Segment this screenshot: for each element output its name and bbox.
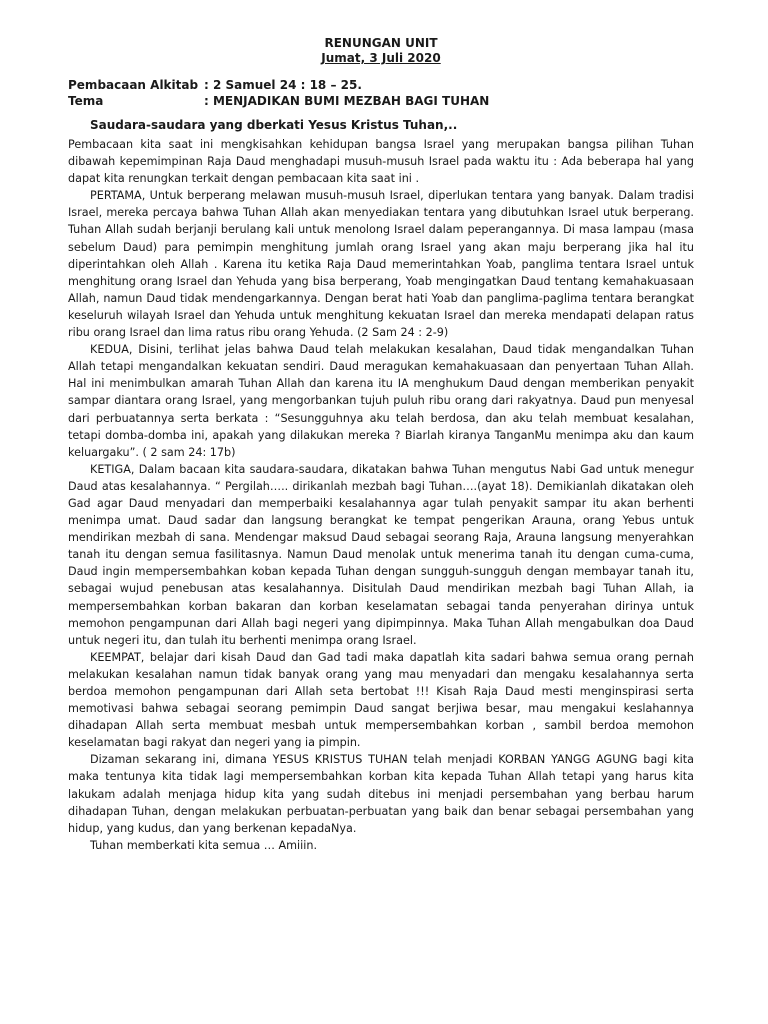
meta-row-reading (68, 78, 694, 94)
paragraph-second-point: KEDUA, Disini, terlihat jelas bahwa Daud telah melakukan kesalahan, Daud tidak mengandalkan Tuhan Allah tetapi mengandalkan kekuatan sendiri. Daud meragukan kemahakuasaan dan penyertaan Tuhan Allah. Hal ini menimbulkan amarah Tuhan Allah dan karena itu IA menghukum Daud dengan memberikan penyakit sampar diantara orang Israel, yang mengorbankan tujuh puluh ribu orang dari rakyatnya. Daud pun menyesal dari perbuatannya serta berkata : “Sesungguhnya aku telah berdosa, dan aku telah membuat kesalahan, tetapi domba-domba ini, apakah yang dilakukan mereka ? Biarlah kiranya TanganMu menimpa aku dan kaum keluargaku”. ( 2 sam 24: 17b) (68, 343, 694, 459)
document-date: Jumat, 3 Juli 2020 (321, 51, 441, 65)
meta-value-reading: : 2 Samuel 24 : 18 – 25. (204, 78, 362, 92)
paragraph-present-day: Dizaman sekarang ini, dimana YESUS KRISTUS TUHAN telah menjadi KORBAN YANGG AGUNG bagi kita maka tentunya kita tidak lagi mempersembahkan korban kita kepada Tuhan Allah tetapi yang harus kita lakukam adalah menjaga hidup kita yang sudah ditebus ini menjadi persembahan yang berbau harum dihadapan Tuhan, dengan melakukan perbuatan-perbuatan yang baik dan benar sebagai persembahan yang hidup, yang kudus, dan yang berkenan kepadaNya. (68, 753, 694, 835)
greeting: Saudara-saudara yang dberkati Yesus Kristus Tuhan,.. (90, 118, 458, 132)
meta-value-theme: : MENJADIKAN BUMI MEZBAH BAGI TUHAN (204, 93, 490, 108)
paragraph-fourth-point: KEEMPAT, belajar dari kisah Daud dan Gad tadi maka dapatlah kita sadari bahwa semua orang pernah melakukan kesalahan namun tidak banyak orang yang mau menyadari dan mengaku kesalahannya serta berdoa memohon pengampunan dari Allah seta bertobat !!! Kisah Raja Daud mesti menginspirasi serta memotivasi bahwa sebagai seorang pemimpin Daud sangat berjiwa besar, mau mengakui keslahannya dihadapan Allah serta membuat mesbah untuk mempersembahkan korban , sambil berdoa memohon keselamatan bagi rakyat dan negeri yang ia pimpin. (68, 650, 694, 750)
document-body (68, 136, 694, 854)
paragraph-intro: Pembacaan kita saat ini mengkisahkan kehidupan bangsa Israel yang merupakan bangsa pilihan Tuhan dibawah kepemimpinan Raja Daud menghadapi musuh-musuh Israel pada waktu itu : Ada beberapa hal yang dapat kita renungkan terkait dengan pembacaan kita saat ini . (68, 138, 694, 186)
meta-label-reading: Pembacaan Alkitab (68, 78, 199, 92)
document-title: RENUNGAN UNIT (324, 36, 438, 50)
paragraph-first-point: PERTAMA, Untuk berperang melawan musuh-musuh Israel, diperlukan tentara yang banyak. Dalam tradisi Israel, mereka percaya bahwa Tuhan Allah akan menyediakan tentara yang dibutuhkan Israel utuk berperang. Tuhan Allah sudah berjanji berulang kali untuk menolong Israel dalam peperangannya. Di masa lampau (masa sebelum Daud) para pemimpin menghitung jumlah orang Israel yang akan maju berperang jika hal itu diperintahkan oleh Allah . Karena itu ketika Raja Daud memerintahkan Yoab, panglima tentara Israel untuk menghitung orang Israel dan Yehuda yang bisa berperang, Yoab mengingatkan Daud tentang kemahakuasaan Allah, namun Daud tidak mendengarkannya. Dengan berat hati Yoab dan panglima-paglima tentara berangkat keseluruh wilayah Israel dan Yehuda untuk menghitung kekuatan Israel dan mereka mendapati delapan ratus ribu orang Israel dan lima ratus ribu orang Yehuda. (2 Sam 24 : 2-9) (68, 189, 694, 340)
paragraph-blessing: Tuhan memberkati kita semua … Amiiin. (90, 838, 318, 852)
paragraph-third-point: KETIGA, Dalam bacaan kita saudara-saudara, dikatakan bahwa Tuhan mengutus Nabi Gad untuk menegur Daud atas kesalahannya. “ Pergilah….. dirikanlah mezbah bagi Tuhan….(ayat 18). Demikianlah dikatakan oleh Gad agar Daud menyadari dan memperbaiki kesalahannya agar tulah penyakit sampar itu akan berhenti menimpa umat. Daud sadar dan langsung berangkat ke tempat pengerikan Arauna, orang Yebus untuk mendirikan mezbah di sana. Mendengar maksud Daud sebagai seorang Raja, Arauna langsung menyerahkan tanah itu dengan semua fasilitasnya. Namun Daud menolak untuk menerima tanah itu dengan cuma-cuma, Daud ingin mempersembahkan koban kepada Tuhan dengan sungguh-sungguh dengan membayar tanah itu, sebagai wujud penebusan atas kesalahannya. Disitulah Daud mendirikan mezbah bagi Tuhan Allah, ia mempersembahkan korban bakaran dan korban keselamatan sebagai tanda penyerahan dirinya untuk memohon pengampunan dari Allah bagi negeri yang dipimpinnya. Maka Tuhan Allah mengabulkan doa Daud untuk negeri itu, dan tulah itu berhenti menimpa orang Israel. (68, 462, 694, 647)
meta-label-theme: Tema (68, 93, 104, 108)
meta-row-theme (68, 94, 694, 110)
